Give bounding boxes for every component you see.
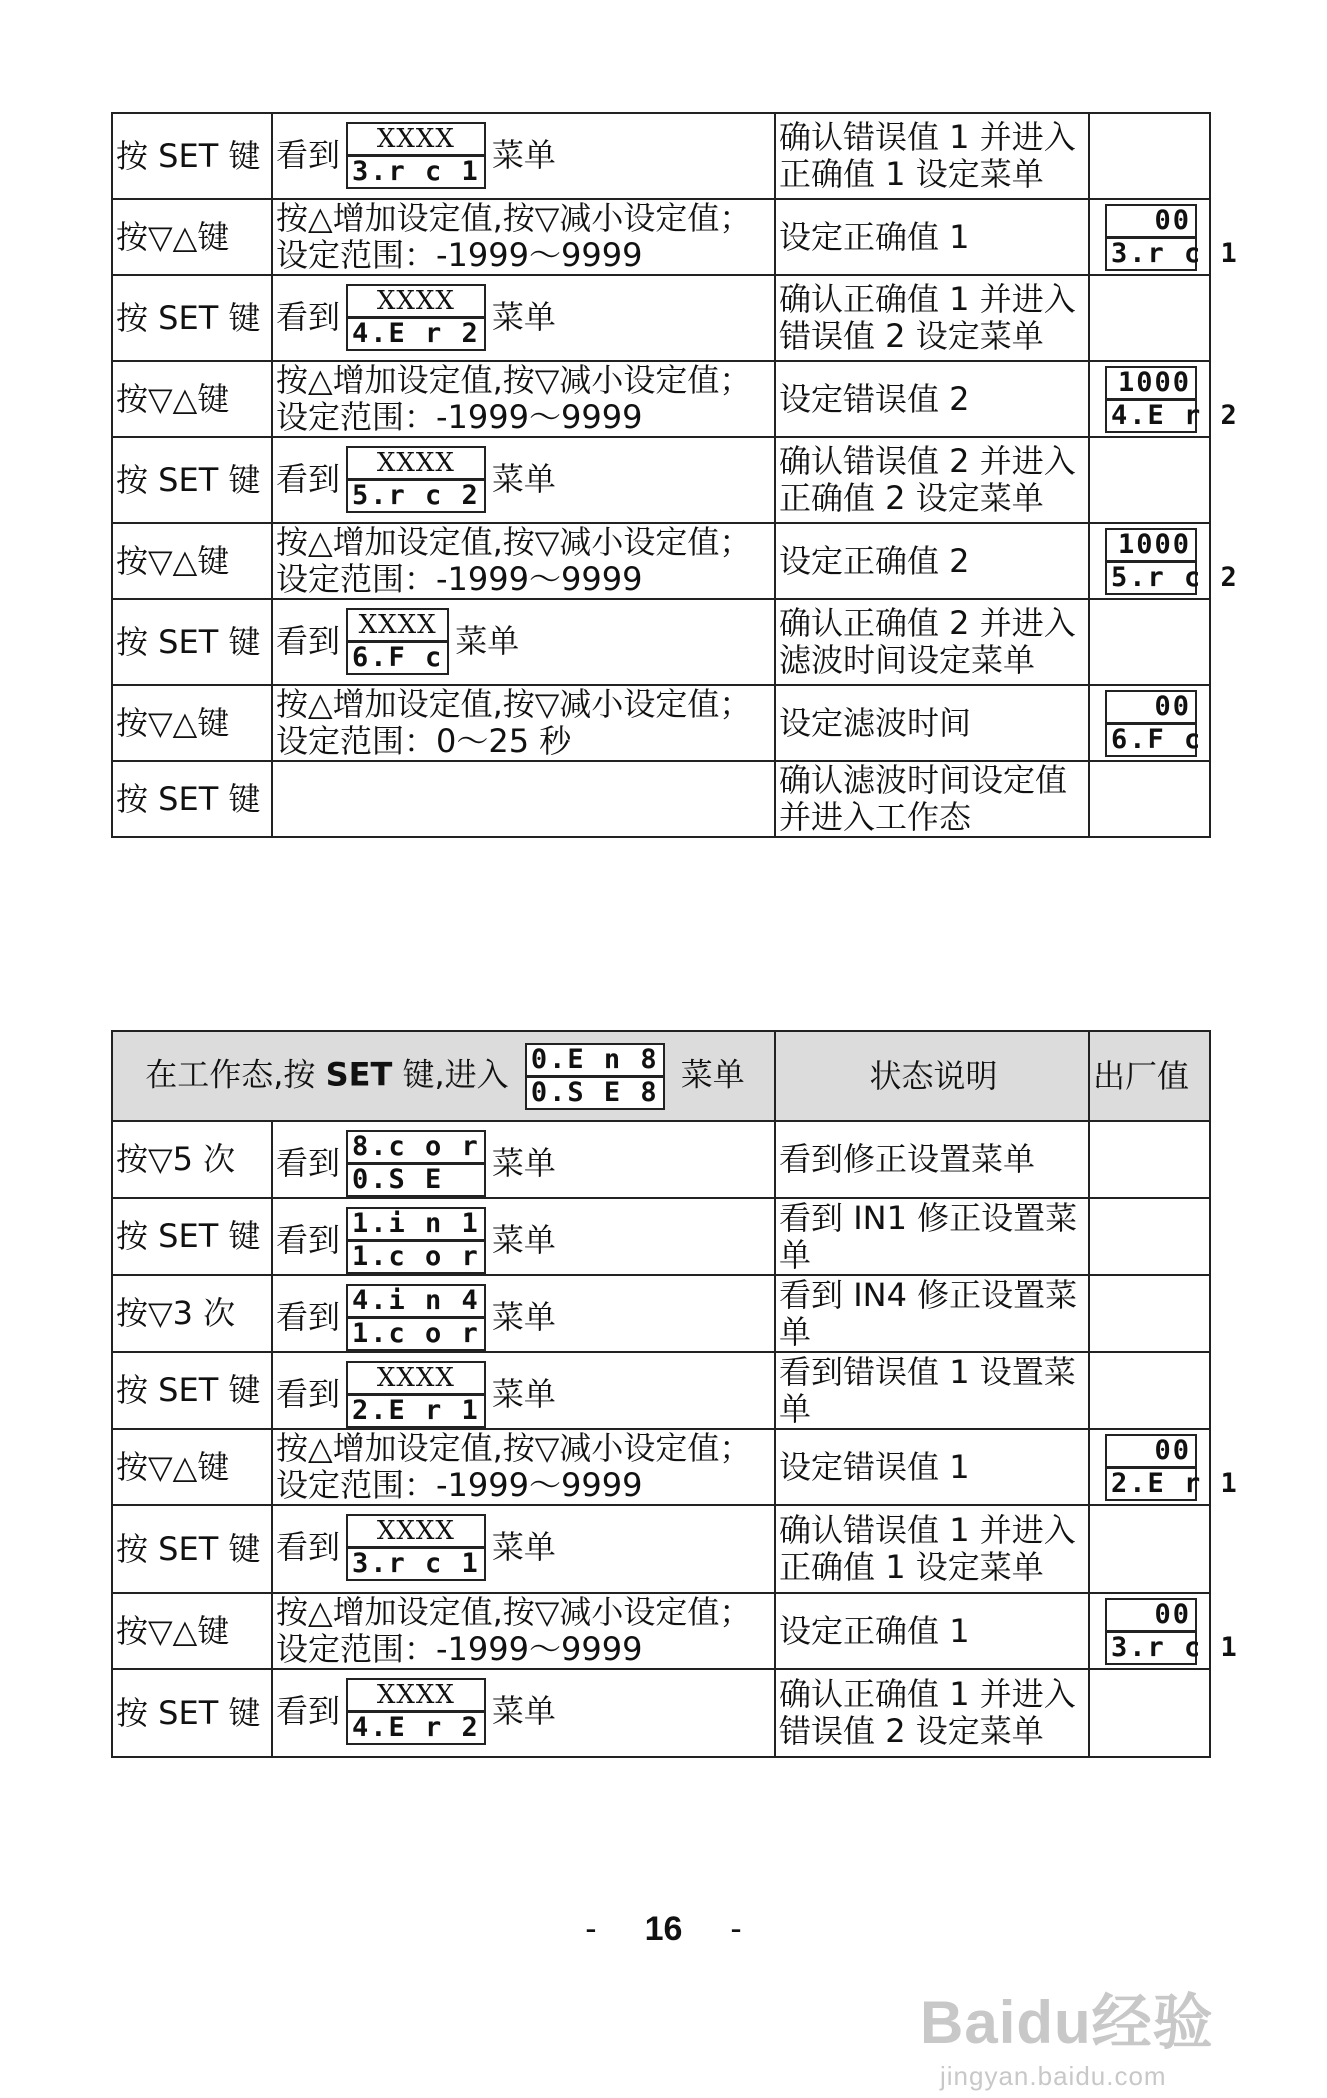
key-action: 按 SET 键 xyxy=(116,1529,261,1568)
key-action: 按▽△键 xyxy=(116,703,230,742)
lcd-top-line: XXXX xyxy=(348,448,484,481)
table-row xyxy=(112,1275,1210,1352)
lcd-param-line: 4.E r 2 xyxy=(1111,399,1239,431)
table-row xyxy=(112,1352,1210,1429)
key-cell xyxy=(112,1593,272,1669)
table-row xyxy=(112,599,1210,685)
menu-suffix: 菜单 xyxy=(491,1298,556,1336)
lcd-bottom-line: 4.E r 2 xyxy=(352,1712,480,1743)
status-text: 设定错误值 1 xyxy=(779,1447,970,1486)
page-number-value: 16 xyxy=(644,1910,683,1948)
lcd-param-line: 3.r c 1 xyxy=(1111,237,1239,269)
menu-lcd-display xyxy=(346,1678,486,1745)
factory-lcd-display xyxy=(1105,690,1203,757)
table-row xyxy=(112,437,1210,523)
see-label: 看到 xyxy=(276,1692,341,1730)
operation-cell xyxy=(272,1429,775,1505)
menu-lcd-display xyxy=(346,1130,486,1197)
factory-value-cell xyxy=(1089,1121,1210,1198)
operation-description: 按△增加设定值,按▽减小设定值；设定范围：-1999～9999 xyxy=(276,523,752,598)
header-set-key: SET xyxy=(325,1055,393,1093)
lcd-bottom-line: 0.S E 8 xyxy=(530,1076,659,1108)
status-text: 确认正确值 2 并进入滤波时间设定菜单 xyxy=(779,604,1076,679)
operation-cell xyxy=(272,1352,775,1429)
lcd-top-line: XXXX xyxy=(348,286,484,319)
lcd-bottom-line: 0.S E xyxy=(352,1164,444,1195)
see-label: 看到 xyxy=(276,1298,341,1336)
lcd-value-line: 00 xyxy=(1107,692,1195,725)
status-cell xyxy=(775,523,1089,599)
lcd-bottom-line: 6.F c xyxy=(352,642,444,673)
lcd-top-line: XXXX xyxy=(348,610,447,643)
see-label: 看到 xyxy=(276,1528,341,1566)
menu-suffix: 菜单 xyxy=(491,460,556,498)
factory-lcd-display xyxy=(1105,1598,1239,1665)
factory-value-cell xyxy=(1089,1593,1239,1669)
status-cell xyxy=(775,1198,1089,1275)
key-cell xyxy=(112,1669,272,1757)
status-text: 确认错误值 1 并进入正确值 1 设定菜单 xyxy=(779,118,1076,193)
menu-suffix: 菜单 xyxy=(491,1221,556,1259)
key-action: 按 SET 键 xyxy=(116,1371,261,1409)
status-cell xyxy=(775,361,1089,437)
menu-line xyxy=(276,1361,556,1428)
table-header-row xyxy=(112,1031,1210,1121)
operation-cell xyxy=(272,599,775,685)
header-status-cell xyxy=(775,1031,1089,1121)
lcd-top-line: 1.i n 1 xyxy=(348,1209,484,1242)
lcd-value-line: 1000 xyxy=(1107,530,1195,563)
table-row xyxy=(112,685,1210,761)
status-cell xyxy=(775,1121,1089,1198)
lcd-top-line: 4.i n 4 xyxy=(348,1286,484,1319)
operation-cell xyxy=(272,199,775,275)
menu-lcd-display xyxy=(346,122,486,189)
baidu-watermark xyxy=(920,1975,1214,2092)
key-cell xyxy=(112,275,272,361)
see-label: 看到 xyxy=(276,298,341,336)
factory-value-cell xyxy=(1089,685,1210,761)
key-action: 按 SET 键 xyxy=(116,136,261,175)
factory-value-cell xyxy=(1089,275,1210,361)
key-action: 按 SET 键 xyxy=(116,1693,261,1732)
status-cell xyxy=(775,1275,1089,1352)
status-text: 确认正确值 1 并进入错误值 2 设定菜单 xyxy=(779,1675,1076,1750)
lcd-param-line: 5.r c 2 xyxy=(1111,561,1239,593)
operation-cell xyxy=(272,113,775,199)
status-cell xyxy=(775,275,1089,361)
status-cell xyxy=(775,1669,1089,1757)
factory-lcd-display xyxy=(1105,204,1239,271)
menu-line xyxy=(276,1284,556,1351)
key-action: 按▽△键 xyxy=(116,541,230,580)
menu-lcd-display xyxy=(346,1361,486,1428)
lcd-param-line: 6.F c xyxy=(1111,723,1203,755)
header-suffix: 菜单 xyxy=(680,1055,745,1093)
operation-description: 按△增加设定值,按▽减小设定值；设定范围：-1999～9999 xyxy=(276,1593,752,1668)
status-cell xyxy=(775,761,1089,837)
page-number xyxy=(0,1910,1327,1949)
status-cell xyxy=(775,1593,1089,1669)
factory-lcd-display xyxy=(1105,528,1239,595)
operation-cell xyxy=(272,761,775,837)
table-row xyxy=(112,1505,1210,1593)
operation-cell xyxy=(272,1198,775,1275)
factory-value-cell xyxy=(1089,1352,1210,1429)
header-status-title: 状态说明 xyxy=(869,1056,998,1095)
menu-suffix: 菜单 xyxy=(491,1144,556,1182)
status-cell xyxy=(775,599,1089,685)
lcd-top-line: 8.c o r xyxy=(348,1132,484,1165)
key-cell xyxy=(112,437,272,523)
operation-cell xyxy=(272,1275,775,1352)
header-lcd-display xyxy=(525,1043,665,1110)
key-cell xyxy=(112,685,272,761)
key-cell xyxy=(112,599,272,685)
factory-value-cell xyxy=(1089,361,1239,437)
table-row xyxy=(112,1121,1210,1198)
table-row xyxy=(112,113,1210,199)
lcd-param-line: 2.E r 1 xyxy=(1111,1467,1239,1499)
table-row xyxy=(112,523,1210,599)
operation-description: 按△增加设定值,按▽减小设定值；设定范围：-1999～9999 xyxy=(276,199,752,274)
operation-cell xyxy=(272,275,775,361)
key-action: 按 SET 键 xyxy=(116,298,261,337)
menu-suffix: 菜单 xyxy=(455,622,520,660)
see-label: 看到 xyxy=(276,622,341,660)
lcd-value-line: 00 xyxy=(1107,206,1195,239)
page-dash-right: - xyxy=(730,1910,742,1948)
status-text: 设定正确值 1 xyxy=(779,217,970,256)
lcd-bottom-line: 3.r c 1 xyxy=(352,1548,480,1579)
operation-description: 按△增加设定值,按▽减小设定值；设定范围：-1999～9999 xyxy=(276,1429,752,1504)
table-row xyxy=(112,199,1210,275)
factory-value-cell xyxy=(1089,1505,1210,1593)
status-text: 看到错误值 1 设置菜单 xyxy=(779,1352,1076,1428)
status-cell xyxy=(775,113,1089,199)
status-text: 看到 IN4 修正设置菜单 xyxy=(779,1275,1078,1351)
settings-table-1 xyxy=(111,112,1239,838)
status-text: 看到修正设置菜单 xyxy=(779,1140,1036,1178)
key-action: 按 SET 键 xyxy=(116,460,261,499)
menu-line xyxy=(276,284,556,351)
settings-table-2-body xyxy=(112,1031,1239,1757)
status-cell xyxy=(775,437,1089,523)
table-row xyxy=(112,1429,1210,1505)
status-cell xyxy=(775,1429,1089,1505)
factory-value-cell xyxy=(1089,1275,1210,1352)
lcd-bottom-line: 5.r c 2 xyxy=(352,480,480,511)
operation-cell xyxy=(272,1121,775,1198)
status-text: 确认错误值 2 并进入正确值 2 设定菜单 xyxy=(779,442,1076,517)
factory-value-cell xyxy=(1089,761,1210,837)
key-action: 按▽△键 xyxy=(116,1611,230,1650)
status-cell xyxy=(775,685,1089,761)
see-label: 看到 xyxy=(276,460,341,498)
status-text: 设定正确值 2 xyxy=(779,541,970,580)
lcd-value-line: 00 xyxy=(1107,1600,1195,1633)
see-label: 看到 xyxy=(276,136,341,174)
lcd-bottom-line: 3.r c 1 xyxy=(352,156,480,187)
lcd-top-line: XXXX xyxy=(348,124,484,157)
key-action: 按 SET 键 xyxy=(116,622,261,661)
factory-lcd-display xyxy=(1105,366,1239,433)
menu-lcd-display xyxy=(346,446,486,513)
key-action: 按▽△键 xyxy=(116,379,230,418)
lcd-value-line: 1000 xyxy=(1107,368,1195,401)
factory-lcd-display xyxy=(1105,1434,1239,1501)
menu-line xyxy=(276,1130,556,1197)
operation-cell xyxy=(272,437,775,523)
lcd-bottom-line: 4.E r 2 xyxy=(352,318,480,349)
menu-suffix: 菜单 xyxy=(491,298,556,336)
operation-cell xyxy=(272,361,775,437)
lcd-top-line: XXXX xyxy=(348,1363,484,1396)
key-action: 按▽5 次 xyxy=(116,1140,236,1178)
menu-line xyxy=(276,1207,556,1274)
key-cell xyxy=(112,1505,272,1593)
table-row xyxy=(112,361,1210,437)
status-cell xyxy=(775,1505,1089,1593)
status-cell xyxy=(775,199,1089,275)
status-text: 确认滤波时间设定值并进入工作态 xyxy=(779,761,1068,836)
operation-cell xyxy=(272,523,775,599)
table-row xyxy=(112,1198,1210,1275)
operation-description: 按△增加设定值,按▽减小设定值；设定范围：0～25 秒 xyxy=(276,685,752,760)
settings-table-2 xyxy=(111,1030,1239,1758)
see-label: 看到 xyxy=(276,1221,341,1259)
menu-line xyxy=(276,1514,556,1581)
see-label: 看到 xyxy=(276,1144,341,1182)
menu-lcd-display xyxy=(346,1207,486,1274)
table-row xyxy=(112,1669,1210,1757)
page-dash-left: - xyxy=(585,1910,597,1948)
status-text: 设定滤波时间 xyxy=(779,703,972,742)
key-cell xyxy=(112,361,272,437)
key-cell xyxy=(112,1352,272,1429)
key-cell xyxy=(112,761,272,837)
menu-line xyxy=(276,122,556,189)
menu-line xyxy=(276,608,519,675)
factory-value-cell xyxy=(1089,599,1210,685)
key-action: 按 SET 键 xyxy=(116,779,261,818)
key-cell xyxy=(112,113,272,199)
lcd-value-line: 00 xyxy=(1107,1436,1195,1469)
status-text: 确认正确值 1 并进入错误值 2 设定菜单 xyxy=(779,280,1076,355)
menu-lcd-display xyxy=(346,608,449,675)
factory-value-cell xyxy=(1089,1429,1239,1505)
header-factory-title: 出厂值 xyxy=(1093,1056,1190,1095)
lcd-top-line: XXXX xyxy=(348,1516,484,1549)
status-text: 确认错误值 1 并进入正确值 1 设定菜单 xyxy=(779,1511,1076,1586)
key-cell xyxy=(112,199,272,275)
key-cell xyxy=(112,1198,272,1275)
operation-description: 按△增加设定值,按▽减小设定值；设定范围：-1999～9999 xyxy=(276,361,752,436)
key-action: 按▽△键 xyxy=(116,1447,230,1486)
operation-cell xyxy=(272,1593,775,1669)
menu-suffix: 菜单 xyxy=(491,136,556,174)
table-row xyxy=(112,275,1210,361)
menu-suffix: 菜单 xyxy=(491,1375,556,1413)
key-cell xyxy=(112,1275,272,1352)
lcd-bottom-line: 1.c o r xyxy=(352,1318,480,1349)
watermark-logo: Baidu经验 xyxy=(920,1989,1214,2056)
lcd-param-line: 3.r c 1 xyxy=(1111,1631,1239,1663)
see-label: 看到 xyxy=(276,1375,341,1413)
menu-lcd-display xyxy=(346,284,486,351)
header-middle: 键,进入 xyxy=(392,1055,509,1093)
factory-value-cell xyxy=(1089,1198,1210,1275)
menu-lcd-display xyxy=(346,1284,486,1351)
factory-value-cell xyxy=(1089,523,1239,599)
table-row xyxy=(112,761,1210,837)
menu-line xyxy=(276,446,556,513)
key-cell xyxy=(112,1121,272,1198)
lcd-top-line: XXXX xyxy=(348,1680,484,1713)
factory-value-cell xyxy=(1089,1669,1210,1757)
table-row xyxy=(112,1593,1210,1669)
header-prefix: 在工作态,按 xyxy=(145,1055,326,1093)
menu-line xyxy=(276,1678,556,1745)
header-factory-cell xyxy=(1089,1031,1210,1121)
key-action: 按▽△键 xyxy=(116,217,230,256)
operation-cell xyxy=(272,685,775,761)
header-operation-cell xyxy=(112,1031,775,1121)
menu-suffix: 菜单 xyxy=(491,1692,556,1730)
lcd-top-line: 0.E n 8 xyxy=(527,1045,663,1078)
factory-value-cell xyxy=(1089,113,1210,199)
factory-value-cell xyxy=(1089,199,1239,275)
menu-suffix: 菜单 xyxy=(491,1528,556,1566)
lcd-bottom-line: 1.c o r xyxy=(352,1241,480,1272)
factory-value-cell xyxy=(1089,437,1210,523)
status-text: 看到 IN1 修正设置菜单 xyxy=(779,1198,1078,1274)
key-cell xyxy=(112,523,272,599)
lcd-bottom-line: 2.E r 1 xyxy=(352,1395,480,1426)
operation-cell xyxy=(272,1669,775,1757)
watermark-url: jingyan.baidu.com xyxy=(940,2061,1167,2091)
key-action: 按 SET 键 xyxy=(116,1217,261,1255)
settings-table-1-body xyxy=(112,113,1239,837)
key-action: 按▽3 次 xyxy=(116,1294,236,1332)
key-cell xyxy=(112,1429,272,1505)
status-text: 设定正确值 1 xyxy=(779,1611,970,1650)
status-text: 设定错误值 2 xyxy=(779,379,970,418)
operation-cell xyxy=(272,1505,775,1593)
status-cell xyxy=(775,1352,1089,1429)
menu-lcd-display xyxy=(346,1514,486,1581)
